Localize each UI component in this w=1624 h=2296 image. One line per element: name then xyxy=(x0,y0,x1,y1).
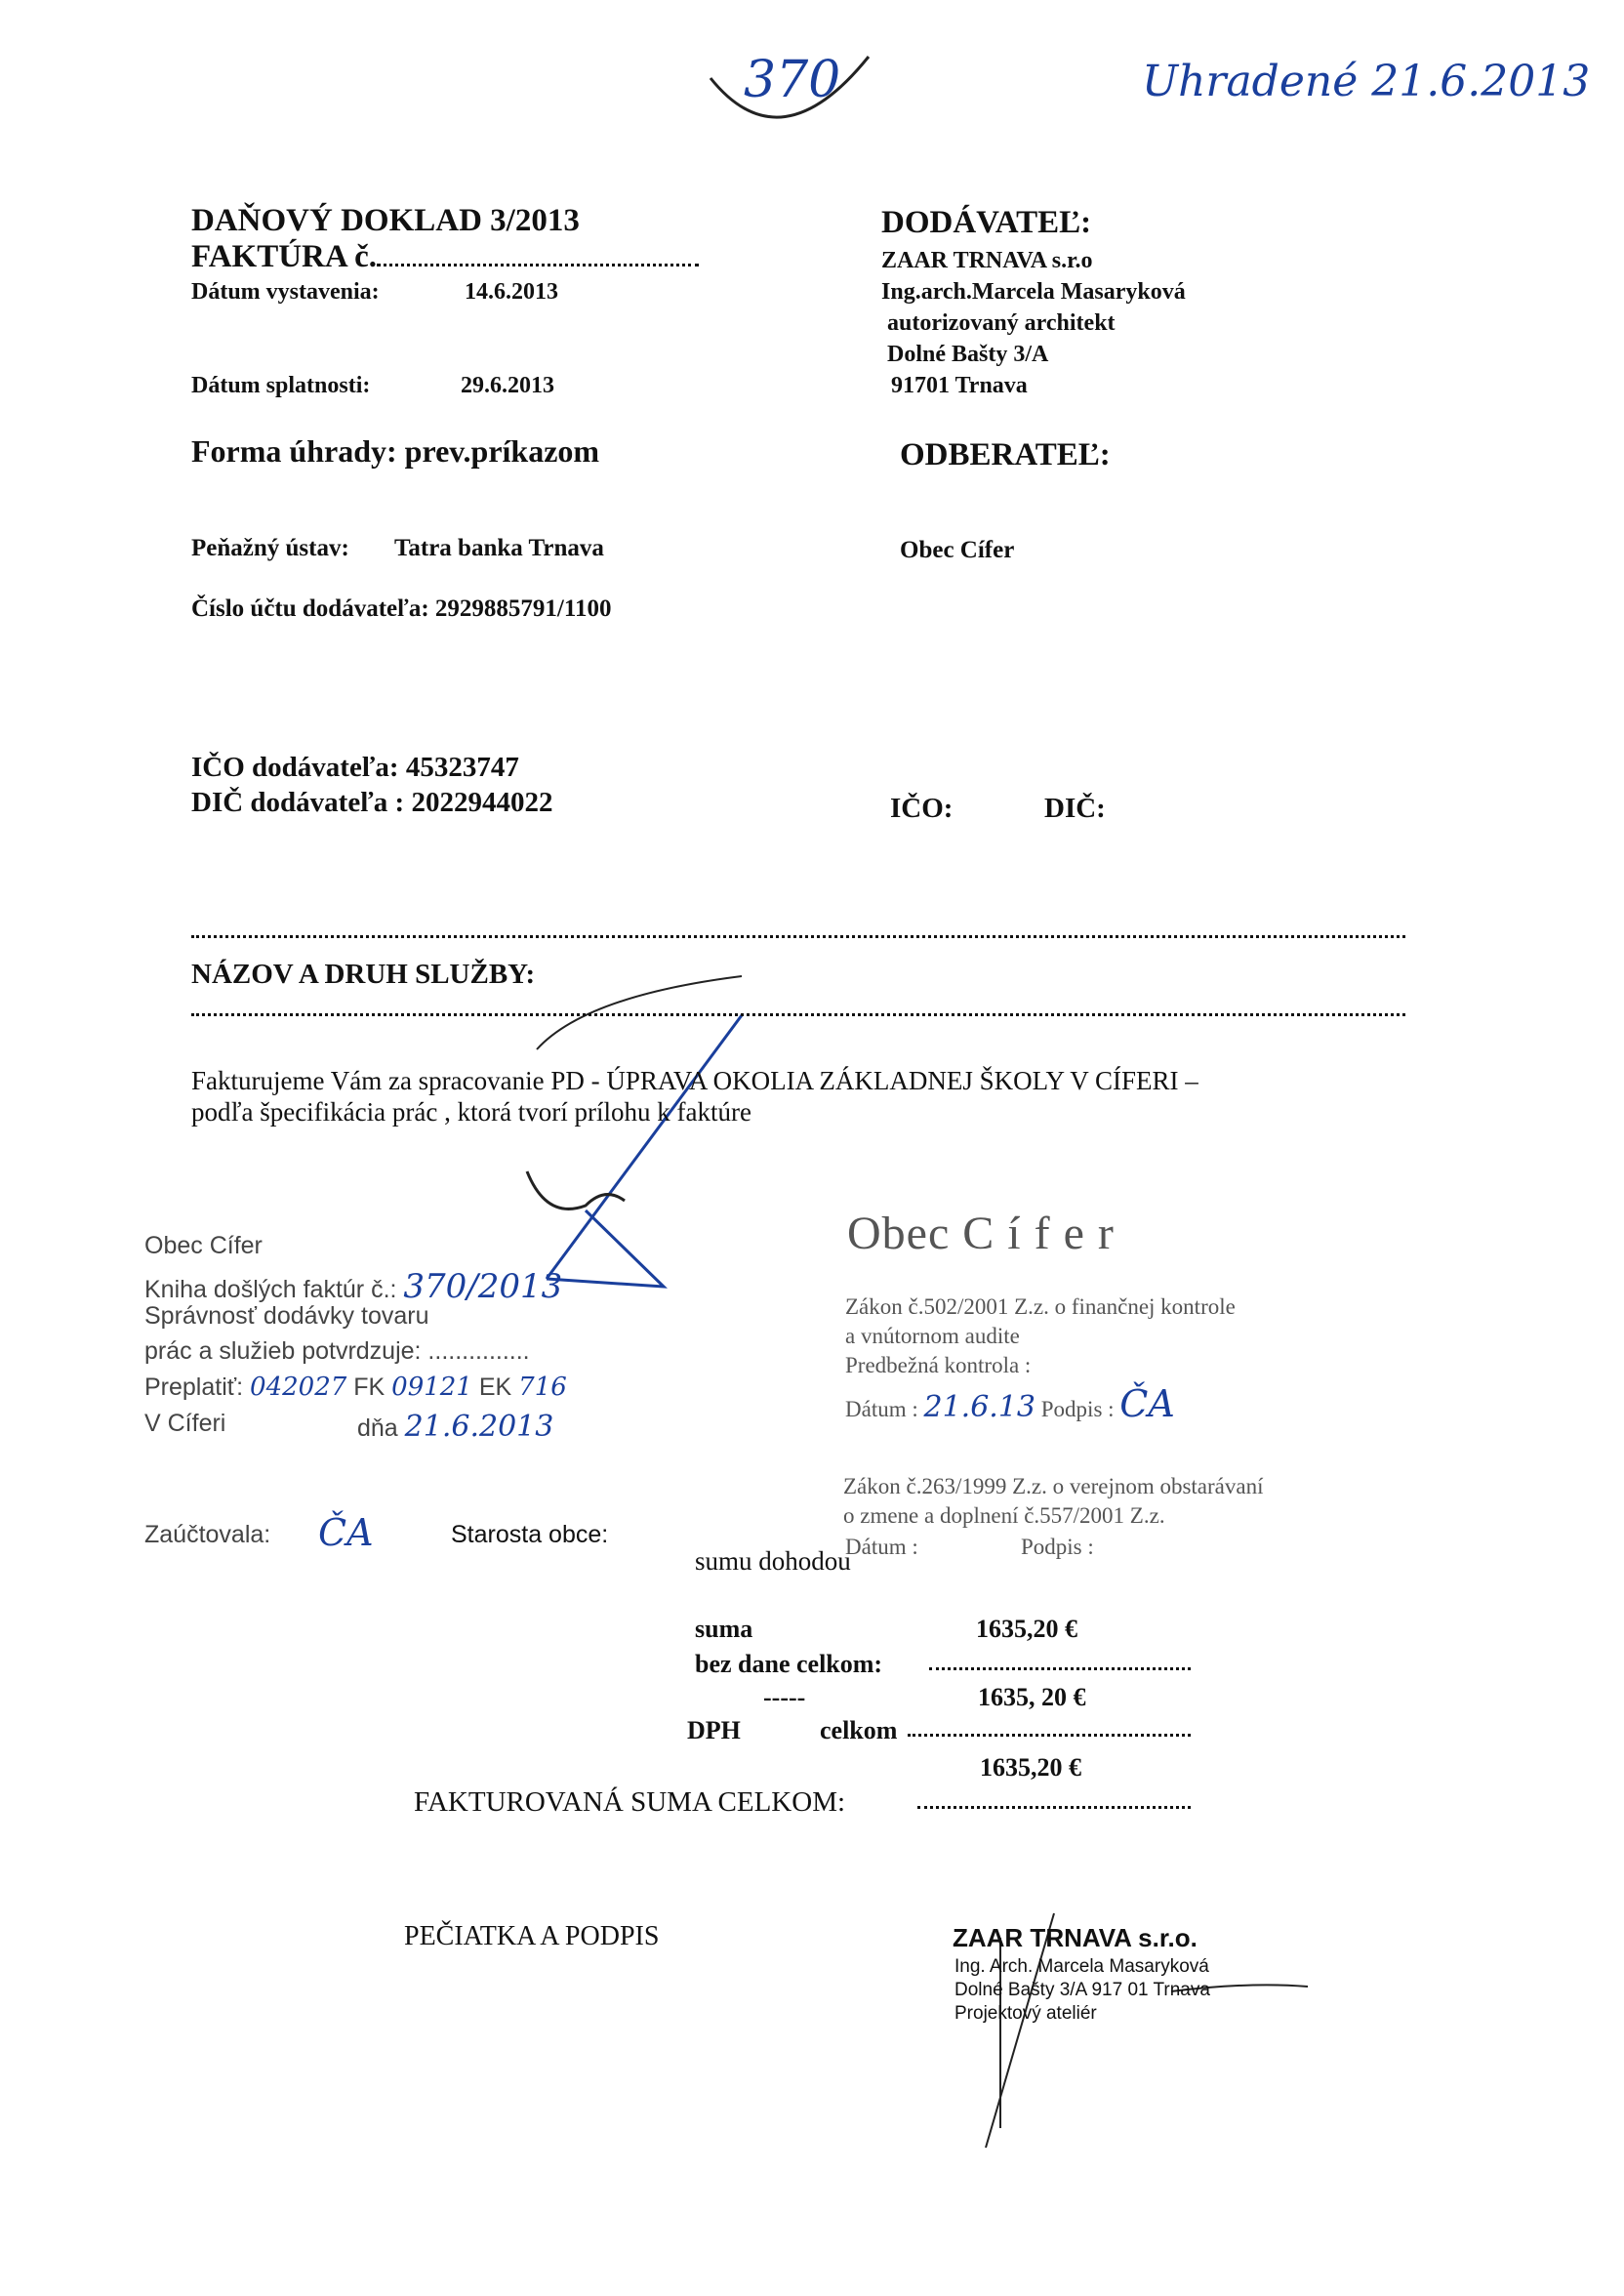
due-date: 29.6.2013 xyxy=(461,373,554,398)
company-stamp-address: Dolné Bašty 3/A 917 01 Trnava xyxy=(954,1980,1210,2000)
stamp-fk-number: 09121 xyxy=(391,1373,472,1402)
dash-line: ----- xyxy=(763,1683,806,1711)
stamp-ek-label: EK xyxy=(478,1374,512,1401)
customer-ico-label: IČO: xyxy=(890,793,954,824)
vat-dots xyxy=(908,1734,1191,1737)
stamp-correctness: Správnosť dodávky tovaru xyxy=(144,1302,429,1330)
divider-top xyxy=(191,935,1405,938)
service-line-1: Fakturujeme Vám za spracovanie PD - ÚPRAVA OKOLIA ZÁKLADNEJ ŠKOLY V CÍFERI – xyxy=(191,1066,1198,1095)
stamp-ledger-number: 370/2013 xyxy=(403,1267,563,1306)
stamp-office-name: Obec Cífer xyxy=(144,1232,263,1259)
customer-heading: ODBERATEĽ: xyxy=(900,437,1111,472)
supplier-dic: DIČ dodávateľa : 2022944022 xyxy=(191,787,553,818)
stamp-date-label: dňa xyxy=(357,1414,398,1442)
supplier-city: 91701 Trnava xyxy=(891,373,1028,398)
stamp-control-date-label: Dátum : xyxy=(845,1397,918,1421)
stamp-law-1c: Predbežná kontrola : xyxy=(845,1353,1032,1377)
mayor-label: Starosta obce: xyxy=(451,1521,609,1548)
customer-dic-label: DIČ: xyxy=(1044,793,1106,824)
stamp-ledger xyxy=(144,1267,562,1306)
issue-date-label: Dátum vystavenia: xyxy=(191,279,380,305)
service-line-2: podľa špecifikácia prác , ktorá tvorí prílohu k faktúre xyxy=(191,1097,752,1127)
grand-total-label: FAKTUROVANÁ SUMA CELKOM: xyxy=(414,1786,846,1818)
stamp-prepay-number: 042027 xyxy=(250,1373,347,1402)
stamp-booked-initials: ČA xyxy=(318,1511,374,1554)
stamp-procurement-sign: Podpis : xyxy=(1021,1535,1094,1559)
account-number: Číslo účtu dodávateľa: 2929885791/1100 xyxy=(191,595,612,622)
agreed-sum: sumu dohodou xyxy=(695,1546,851,1576)
stamp-control-date xyxy=(845,1382,1175,1425)
net-value: 1635, 20 € xyxy=(978,1683,1086,1711)
supplier-role: autorizovaný architekt xyxy=(887,310,1116,336)
stamp-law-2: Zákon č.263/1999 Z.z. o verejnom obstarávaní xyxy=(843,1474,1264,1498)
net-dots xyxy=(929,1667,1191,1670)
due-date-label: Dátum splatnosti: xyxy=(191,373,371,398)
company-stamp-name: ZAAR TRNAVA s.r.o. xyxy=(953,1923,1198,1952)
stamp-ek-number: 716 xyxy=(518,1373,567,1402)
company-stamp-studio: Projektový ateliér xyxy=(954,2003,1097,2024)
bank-label: Peňažný ústav: xyxy=(191,535,349,561)
document-title: DAŇOVÝ DOKLAD 3/2013 xyxy=(191,203,580,238)
net-label: bez dane celkom: xyxy=(695,1650,883,1678)
supplier-name: ZAAR TRNAVA s.r.o xyxy=(881,248,1093,273)
company-stamp-person: Ing. Arch. Marcela Masaryková xyxy=(954,1956,1209,1977)
stamp-prepay-row xyxy=(144,1373,567,1402)
supplier-person: Ing.arch.Marcela Masaryková xyxy=(881,279,1186,305)
stamp-fk-label: FK xyxy=(353,1374,386,1401)
seal-label: PEČIATKA A PODPIS xyxy=(404,1921,660,1951)
vat-total-label: celkom xyxy=(820,1716,898,1744)
stamp-law-1b: a vnútornom audite xyxy=(845,1324,1020,1348)
customer-name: Obec Cífer xyxy=(900,537,1015,563)
stamp-procurement-date: Dátum : xyxy=(845,1535,918,1559)
stamp-control-date-value: 21.6.13 xyxy=(923,1390,1036,1424)
stamp-prepay-label: Preplatiť: xyxy=(144,1374,244,1401)
grand-total-dots xyxy=(917,1806,1191,1809)
handwritten-paid-note: Uhradené 21.6.2013 xyxy=(1142,57,1591,106)
stamp-control-sign-label: Podpis : xyxy=(1040,1397,1115,1421)
service-heading: NÁZOV A DRUH SLUŽBY: xyxy=(191,959,536,990)
invoice-number-dots xyxy=(377,246,699,266)
vat-label: DPH xyxy=(687,1716,741,1744)
stamp-municipality-title: Obec C í f e r xyxy=(847,1208,1115,1259)
supplier-ico: IČO dodávateľa: 45323747 xyxy=(191,752,519,783)
bank-name: Tatra banka Trnava xyxy=(394,535,604,561)
sum-value: 1635,20 € xyxy=(976,1615,1077,1643)
sum-label: suma xyxy=(695,1615,753,1643)
invoice-title-text: FAKTÚRA č. xyxy=(191,239,378,274)
stamp-date-value: 21.6.2013 xyxy=(404,1410,554,1444)
stamp-date-row xyxy=(357,1410,553,1444)
vat-value: 1635,20 € xyxy=(980,1753,1081,1782)
stamp-place: V Cíferi xyxy=(144,1410,226,1437)
payment-form: Forma úhrady: prev.príkazom xyxy=(191,433,600,469)
stamp-control-initials: ČA xyxy=(1119,1382,1175,1425)
stamp-booked-label: Zaúčtovala: xyxy=(144,1521,271,1548)
supplier-heading: DODÁVATEĽ: xyxy=(881,205,1092,240)
stamp-law-1: Zákon č.502/2001 Z.z. o finančnej kontrole xyxy=(845,1294,1236,1319)
stamp-law-2b: o zmene a doplnení č.557/2001 Z.z. xyxy=(843,1503,1165,1528)
issue-date: 14.6.2013 xyxy=(465,279,558,305)
stamp-ledger-label: Kniha došlých faktúr č.: xyxy=(144,1276,397,1303)
divider-bottom xyxy=(191,1013,1405,1016)
stamp-confirms: prác a služieb potvrdzuje: ............... xyxy=(144,1337,530,1365)
supplier-street: Dolné Bašty 3/A xyxy=(887,342,1049,367)
invoice-title xyxy=(191,239,699,275)
handwritten-number: 370 xyxy=(744,51,841,109)
